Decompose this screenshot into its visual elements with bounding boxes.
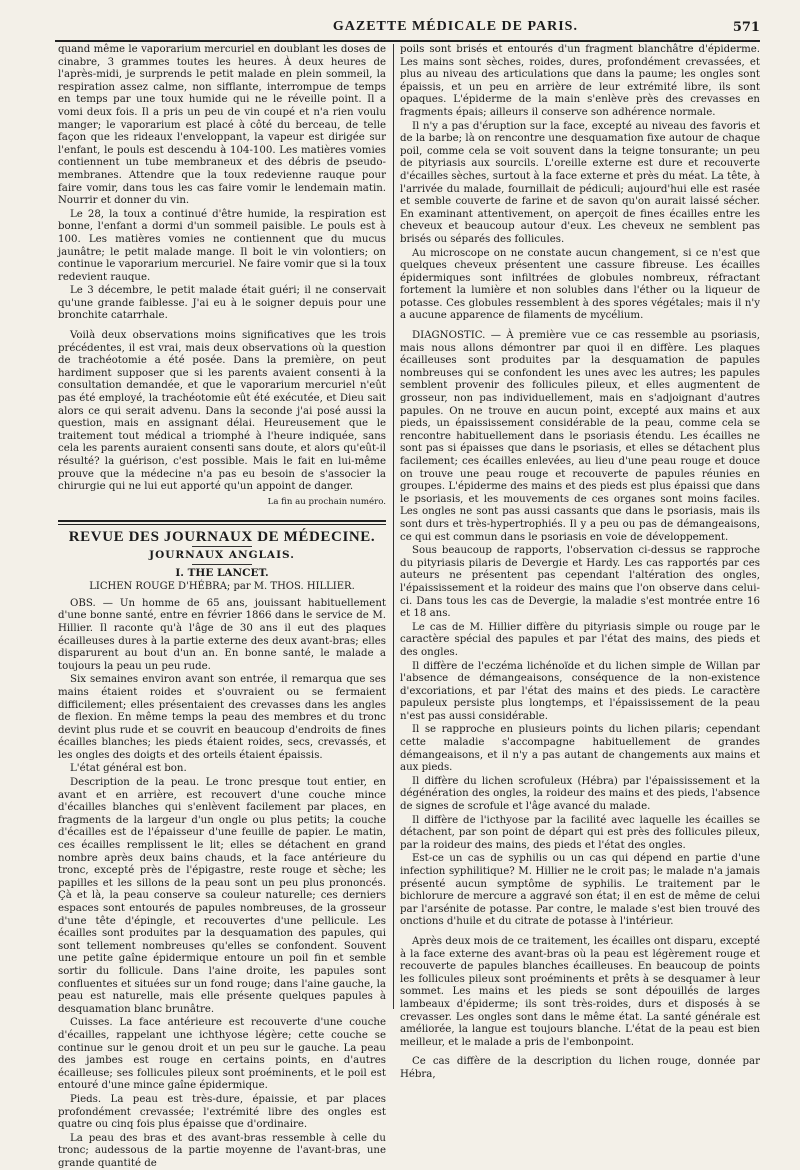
paragraph: DIAGNOSTIC. — À première vue ce cas ressemble au psoriasis, mais nous allons démontrer par quoi il en diffère. Les plaques écailleuses sont produites par la desquamation de papules nombreuses qui se confondent les unes avec les autres; les papules semblent provenir des follicules pileux, et elles augmentent de grosseur, non pas individuellement, mais en s'adjoignant d'autres papules. On ne trouve en aucun point, excepté aux mains et aux pieds, un épaississement considérable de la peau, comme cela se rencontre habituellement dans le psoriasis étendu. Les écailles ne sont pas si épaisses que dans le psoriasis, et elles se détachent plus facilement; ces écailles enlevées, au lieu d'une peau rouge et douce on trouve une peau rouge et recouverte de papules réunies en groupes. L'épiderme des mains et des pieds est plus épaissi que dans le psoriasis, et les mouvements de ces organes sont moins faciles. Les ongles ne sont pas aussi cassants que dans le psoriasis, mais ils sont durs et très-hypertrophiés. Il y a peu ou pas de démangeaisons, ce qui est commun dans le psoriasis en voie de développement.	[400, 330, 760, 543]
paragraph: Il diffère de l'eczéma lichénoïde et du lichen simple de Willan par l'absence de démangeaisons, conséquence de la non-existence d'excoriations, et par l'état des mains et des pieds. Le caractère papuleux persiste plus longtemps, et l'épaississement de la peau n'est pas aussi considérable.	[400, 660, 760, 722]
paragraph: Il se rapproche en plusieurs points du lichen pilaris; cependant cette maladie s'accompagne habituellement de grandes démangeaisons, et il n'y a pas autant de changements aux mains et aux pieds.	[400, 724, 760, 774]
paragraph: Le 28, la toux a continué d'être humide, la respiration est bonne, l'enfant a dormi d'un sommeil paisible. Le pouls est à 100. Les matières vomies ne contiennent que du mucus jaunâtre; le petit malade mange. Il boit le vin volontiers; on continue le vaporarium mercuriel. Ne faire vomir que si la toux redevient rauque.	[58, 208, 386, 283]
paragraph: OBS. — Un homme de 65 ans, jouissant habituellement d'une bonne santé, entre en février 1866 dans le service de M. Hillier. Il raconte qu'à l'âge de 30 ans il eut des plaques écailleuses dures à la partie externe des deux avant-bras; elles disparurent au bout d'un an. En bonne santé, le malade a toujours la peau un peu rude.	[58, 597, 386, 672]
paragraph: La peau des bras et des avant-bras ressemble à celle du tronc; audessous de la partie moyenne de l'avant-bras, une grande quantité de	[58, 1132, 386, 1169]
paragraph: Ce cas diffère de la description du lichen rouge, donnée par Hébra,	[400, 1056, 760, 1080]
paragraph: Au microscope on ne constate aucun changement, si ce n'est que quelques cheveux présentent une cassure fibreuse. Les écailles épidermiques sont infiltrées de globules nombreux, réfractant fortement la lumière et non solubles dans l'éther ou la liqueur de potasse. Ces globules ressemblent à des spores végétales; mais il n'y a aucune apparence de filaments de mycélium.	[400, 247, 760, 322]
right-column	[400, 44, 760, 1080]
article-subtitle: LICHEN ROUGE D'HÉBRA; par M. THOS. HILLIER.	[89, 581, 355, 593]
paragraph: Le 3 décembre, le petit malade était guéri; il ne conservait qu'une grande faiblesse. J'ai eu à le soigner depuis pour une bronchite catarrhale.	[58, 285, 386, 322]
paragraph: Il diffère de l'icthyose par la facilité avec laquelle les écailles se détachent, par son point de départ qui est près des follicules pileux, par la roideur des mains, des pieds et l'état des ongles.	[400, 814, 760, 851]
section-divider	[58, 520, 386, 525]
paragraph: L'état général est bon.	[70, 763, 187, 775]
paragraph: poils sont brisés et entourés d'un fragment blanchâtre d'épiderme. Les mains sont sèches, roides, dures, profondément crevassées, et plus au niveau des articulations que dans la paume; les ongles sont épaissis, et un peu en arrière de leur extrémité libre, ils sont opaques. L'épiderme de la main s'enlève près des crevasses en fragments épais; ailleurs il conserve son adhérence normale.	[400, 44, 760, 118]
paragraph: Il diffère du lichen scrofuleux (Hébra) par l'épaississement et la dégénération des ongles, la roideur des mains et des pieds, l'absence de signes de scrofule et l'âge avancé du malade.	[400, 775, 760, 813]
page-header	[58, 14, 760, 40]
page-number: 571	[732, 19, 760, 35]
paragraph: Description de la peau. Le tronc presque tout entier, en avant et en arrière, est recouvert d'une couche mince d'écailles blanches qui s'enlèvent facilement par places, en fragments de la largeur d'un ongle ou plus petits; la couche d'écailles est de l'épaisseur d'une feuille de papier. Le matin, ces écailles remplissent le lit; elles se détachent en grand nombre après deux bains chauds, et la face antérieure du tronc, excepté près de l'épigastre, reste rouge et sèche; les papilles et les sillons de la peau sont un peu plus prononcés. Çà et là, la peau conserve sa couleur naturelle; ces derniers espaces sont entourés de papules nombreuses, de la grosseur d'une tête d'épingle, et recouvertes d'une pellicule. Les écailles sont produites par la desquamation des papules, qui sont tellement nombreuses qu'elles se confondent. Souvent une petite gaîne épidermique entoure un poil fin et semble sortir du follicule. Dans l'aine droite, les papules sont confluentes et situées sur un fond rouge; dans l'aine gauche, la peau est naturelle, mais elle présente quelques papules à desquamation blanc brunâtre.	[58, 777, 386, 1015]
section-title: REVUE DES JOURNAUX DE MÉDECINE.	[68, 529, 376, 546]
paragraph: Après deux mois de ce traitement, les écailles ont disparu, excepté à la face externe des avant-bras où la peau est légèrement rouge et recouverte de papules blanches écailleuses. En beaucoup de points les follicules pileux sont proéminents et prêts à se desquamer à leur sommet. Les mains et les pieds se sont dépouillés de larges lambeaux d'épiderme; ils sont très-roides, durs et disposés à se crevasser. Les ongles sont dans le même état. La santé générale est améliorée, la langue est toujours blanche. L'état de la peau est bien meilleur, et le malade a pris de l'embonpoint.	[400, 935, 760, 1048]
paragraph: Voilà deux observations moins significatives que les trois précédentes, il est vrai, mais deux observations où la question de trachéotomie a été posée. Dans la première, on peut hardiment supposer que si les parents avaient consenti à la consultation demandée, et que le vaporarium mercuriel n'eût pas été employé, la trachéotomie eût été exécutée, et Dieu sait alors ce qui serait advenu. Dans la seconde j'ai posé aussi la question, mais en assignant délai. Heureusement que le traitement tout médical a triomphé à l'heure indiquée, sans cela les parents auraient consenti sans doute, et alors qu'eût-il résulté? la guérison, c'est possible. Mais le fait en lui-même prouve que la médecine n'a pas eu besoin de s'associer la chirurgie qui ne lui eut apporté qu'un appoint de danger.	[58, 330, 386, 493]
paragraph: Est-ce un cas de syphilis ou un cas qui dépend en partie d'une infection syphilitique? M. Hillier ne le croit pas; le malade n'a jamais présenté aucun symptôme de syphilis. Le traitement par le bichlorure de mercure a aggravé son état; il en est de même de celui par l'arsénite de potasse. Par contre, le malade s'est bien trouvé des onctions d'huile et du citrate de potasse à l'intérieur.	[400, 853, 760, 928]
short-rule	[192, 546, 252, 547]
paragraph: Pieds. La peau est très-dure, épaissie, et par places profondément crevassée; l'extrémité libre des ongles est quatre ou cinq fois plus épaisse que d'ordinaire.	[58, 1093, 386, 1131]
article-title: I. THE LANCET.	[175, 566, 269, 579]
continuation-note: La fin au prochain numéro.	[267, 496, 386, 507]
journal-title: GAZETTE MÉDICALE DE PARIS.	[332, 19, 578, 34]
short-rule	[192, 564, 252, 565]
left-column	[58, 44, 386, 1169]
paragraph: Six semaines environ avant son entrée, il remarqua que ses mains étaient roides et s'ouvraient ou se fermaient difficilement; elles présentaient des crevasses dans les angles de flexion. En même temps la peau des membres et du tronc devint plus rude et se couvrit en beaucoup d'endroits de fines écailles blanches; les pieds étaient roides, secs, crevassés, et les ongles des doigts et des orteils étaient épaissis.	[58, 674, 386, 761]
header-rule	[55, 40, 760, 42]
paragraph: quand même le vaporarium mercuriel en doublant les doses de cinabre, 3 grammes toutes les heures. À deux heures de l'après-midi, je surprends le petit malade en plein sommeil, la respiration assez calme, non sifflante, interrompue de temps en temps par une toux humide qui ne le réveille point. Il a vomi deux fois. Il a pris un peu de vin coupé et n'a rien voulu manger; le vaporarium est placé à côté du berceau, de telle façon que les rideaux l'enveloppant, la vapeur est dirigée sur l'enfant, le pouls est descendu à 104-100. Les matières vomies contiennent un tube membraneux et des débris de pseudo-membranes. Attendre que la toux redevienne rauque pour faire vomir, dans tous les cas faire vomir le lendemain matin. Nourrir et donner du vin.	[58, 44, 386, 207]
column-separator	[393, 44, 394, 1009]
paragraph: Le cas de M. Hillier diffère du pityriasis simple ou rouge par le caractère spécial des papules et par l'état des mains, des pieds et des ongles.	[400, 621, 760, 658]
paragraph: Il n'y a pas d'éruption sur la face, excepté au niveau des favoris et de la barbe; là on rencontre une desquamation fixe autour de chaque poil, comme cela se voit souvent dans la teigne tonsurante; un peu de pityriasis aux sourcils. L'oreille externe est dure et recouverte d'écailles sèches, surtout à la face externe et près du méat. La tête, à l'arrivée du malade, fournillait de pédiculi; aujourd'hui elle est rasée et semble couverte de farine et de savon qu'on aurait laissé sécher. En examinant attentivement, on aperçoit de fines écailles entre les cheveux et beaucoup autour d'eux. Les cheveux ne semblent pas brisés ou séparés des follicules.	[400, 120, 760, 245]
section-subtitle: JOURNAUX ANGLAIS.	[149, 548, 295, 561]
paragraph: Cuisses. La face antérieure est recouverte d'une couche d'écailles, rappelant une ichthyose légère; cette couche se continue sur le genou droit et un peu sur le gauche. La peau des jambes est rouge en certains points, en d'autres écailleuse; ses follicules pileux sont proéminents, et le poil est entouré d'une mince gaîne épidermique.	[58, 1017, 386, 1092]
paragraph: Sous beaucoup de rapports, l'observation ci-dessus se rapproche du pityriasis pilaris de Devergie et Hardy. Les cas rapportés par ces auteurs ne présentent pas cependant l'altération des ongles, l'épaississement et la roideur des mains que l'on observe dans celui-ci. Dans tous les cas de Devergie, la maladie s'est montrée entre 16 et 18 ans.	[400, 545, 760, 620]
